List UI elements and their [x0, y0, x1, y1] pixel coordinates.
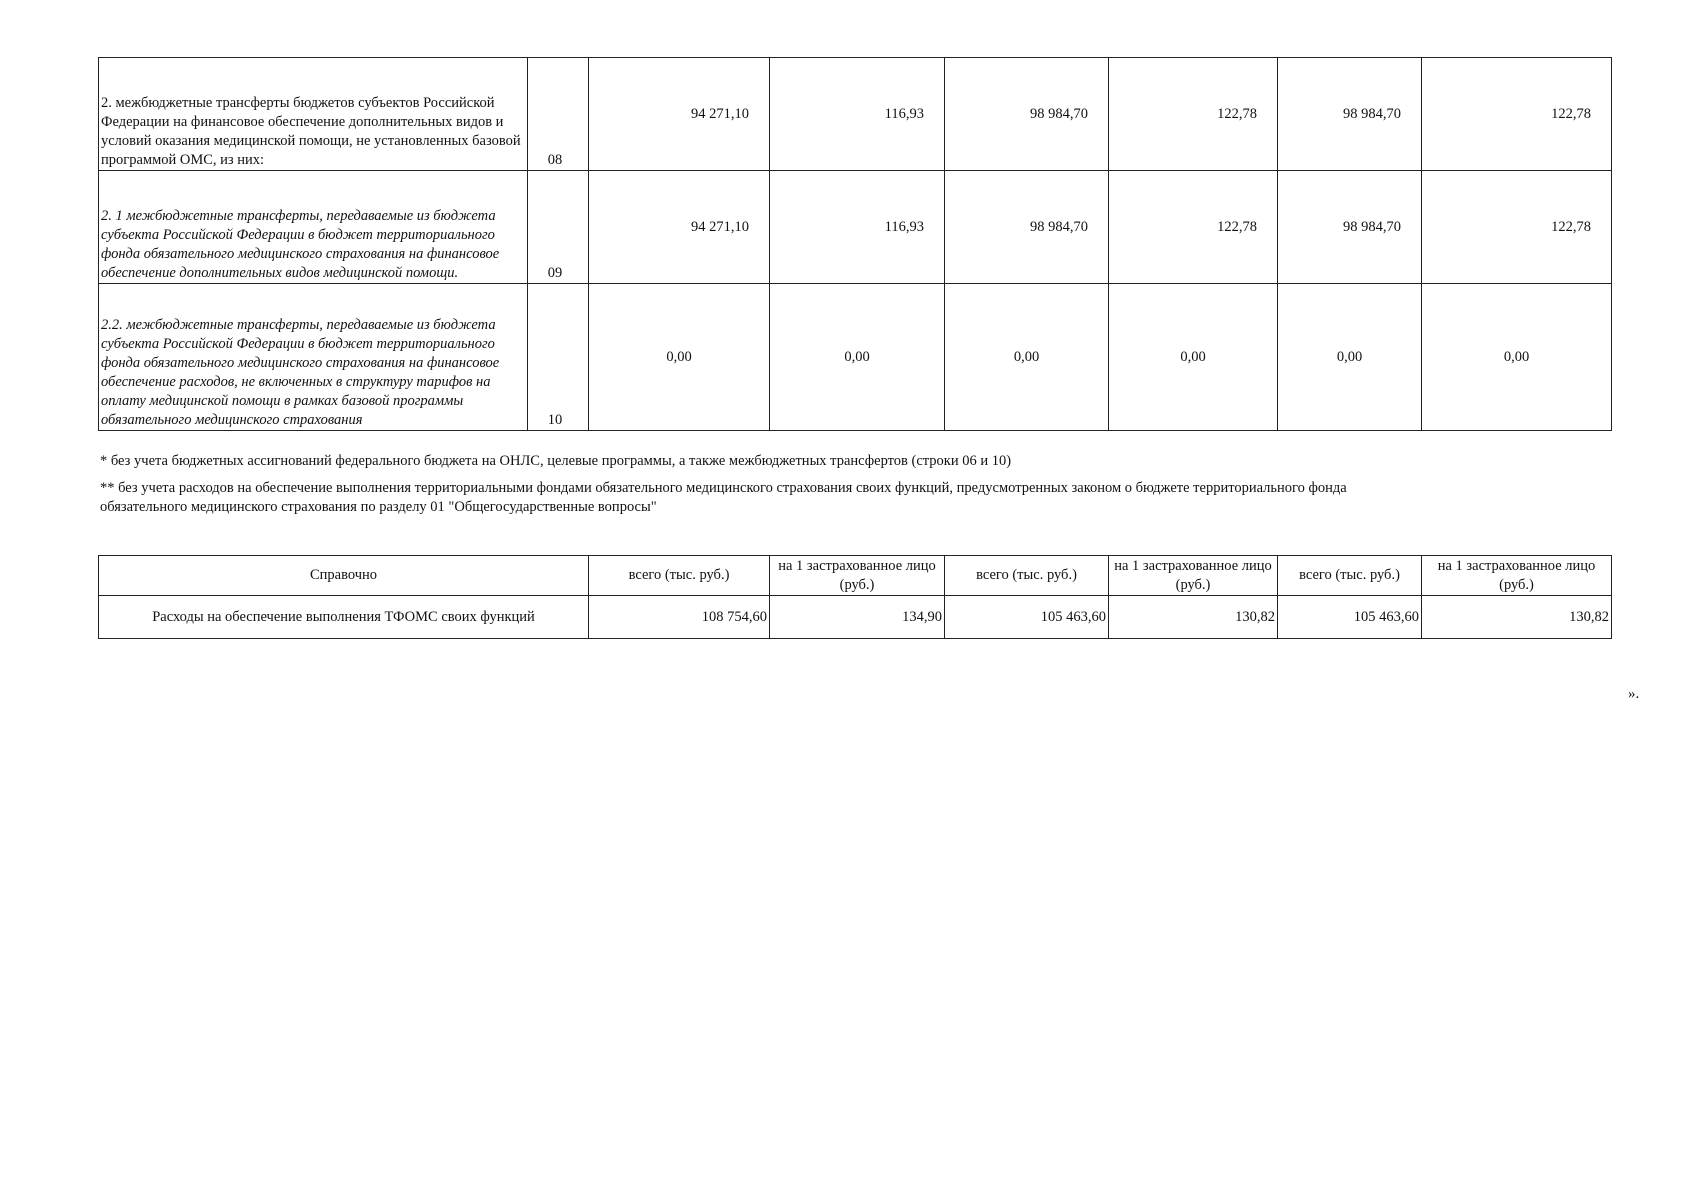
row-description: 2. межбюджетные трансферты бюджетов субъектов Российской Федерации на финансовое обеспечение дополнительных видов и условий оказания медицинской помощи, не установленных базовой программой ОМС, из них: — [99, 58, 528, 171]
row-label: Расходы на обеспечение выполнения ТФОМС своих функций — [99, 596, 589, 639]
value-cell: 0,00 — [1422, 284, 1612, 431]
value-cell: 0,00 — [1109, 284, 1278, 431]
table-row — [99, 284, 1612, 431]
row-code: 08 — [528, 58, 589, 171]
column-header: всего (тыс. руб.) — [1278, 556, 1422, 596]
value-cell: 0,00 — [1278, 284, 1422, 431]
value-cell: 0,00 — [945, 284, 1109, 431]
row-description: 2.2. межбюджетные трансферты, передаваемые из бюджета субъекта Российской Федерации в бюджет территориального фонда обязательного медицинского страхования на финансовое обеспечение расходов, не включенных в структуру тарифов на оплату медицинской помощи в рамках базовой программы обязательного медицинского страхования — [99, 284, 528, 431]
value-cell: 94 271,10 — [589, 171, 770, 284]
column-header: всего (тыс. руб.) — [589, 556, 770, 596]
footnote-2: ** без учета расходов на обеспечение выполнения территориальными фондами обязательного медицинского страхования своих функций, предусмотренных законом о бюджете территориального фонда обязательного медицинского страхования по разделу 01 "Общегосударственные вопросы" — [100, 480, 1347, 515]
reference-table — [98, 555, 1612, 639]
value-cell: 122,78 — [1422, 171, 1612, 284]
table-header-row — [99, 556, 1612, 596]
row-code: 10 — [528, 284, 589, 431]
value-cell: 116,93 — [770, 58, 945, 171]
column-header: на 1 застрахованное лицо (руб.) — [770, 556, 945, 596]
value-cell: 116,93 — [770, 171, 945, 284]
table-row — [99, 596, 1612, 639]
value-cell: 130,82 — [1422, 596, 1612, 639]
value-cell: 98 984,70 — [945, 58, 1109, 171]
value-cell: 94 271,10 — [589, 58, 770, 171]
value-cell: 0,00 — [770, 284, 945, 431]
value-cell: 105 463,60 — [1278, 596, 1422, 639]
column-header: Справочно — [99, 556, 589, 596]
column-header: на 1 застрахованное лицо (руб.) — [1422, 556, 1612, 596]
row-code: 09 — [528, 171, 589, 284]
table-row — [99, 171, 1612, 284]
value-cell: 108 754,60 — [589, 596, 770, 639]
value-cell: 98 984,70 — [945, 171, 1109, 284]
closing-quote-mark: ». — [1628, 686, 1640, 702]
main-table — [98, 57, 1612, 431]
value-cell: 98 984,70 — [1278, 171, 1422, 284]
table-row — [99, 58, 1612, 171]
footnote-1: * без учета бюджетных ассигнований федерального бюджета на ОНЛС, целевые программы, а также межбюджетных трансфертов (строки 06 и 10) — [100, 453, 1012, 469]
row-description: 2. 1 межбюджетные трансферты, передаваемые из бюджета субъекта Российской Федерации в бюджет территориального фонда обязательного медицинского страхования на финансовое обеспечение дополнительных видов медицинской помощи. — [99, 171, 528, 284]
value-cell: 105 463,60 — [945, 596, 1109, 639]
value-cell: 134,90 — [770, 596, 945, 639]
value-cell: 122,78 — [1109, 171, 1278, 284]
value-cell: 0,00 — [589, 284, 770, 431]
value-cell: 98 984,70 — [1278, 58, 1422, 171]
column-header: на 1 застрахованное лицо (руб.) — [1109, 556, 1278, 596]
value-cell: 122,78 — [1422, 58, 1612, 171]
column-header: всего (тыс. руб.) — [945, 556, 1109, 596]
value-cell: 122,78 — [1109, 58, 1278, 171]
value-cell: 130,82 — [1109, 596, 1278, 639]
